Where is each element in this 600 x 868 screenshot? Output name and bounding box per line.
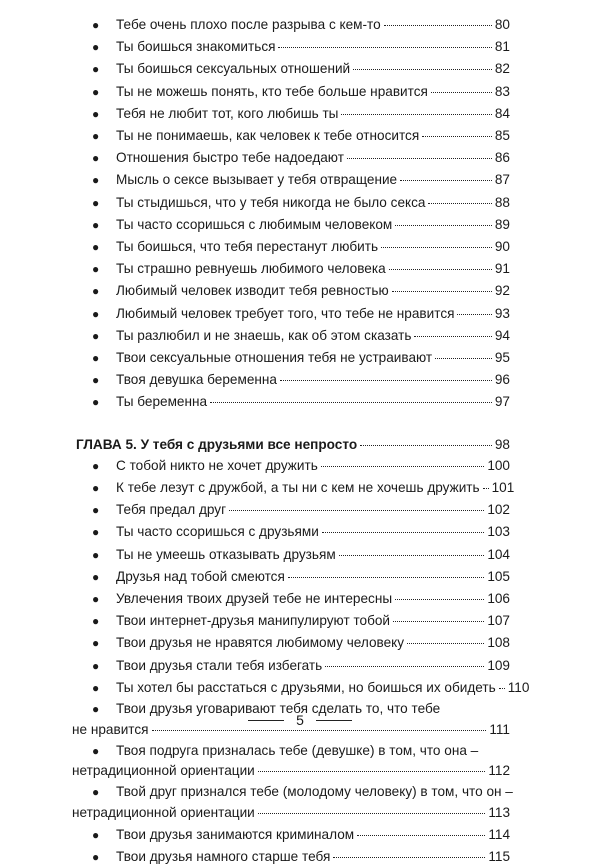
toc-entry-title: Твои друзья занимаются криминалом	[116, 826, 355, 842]
bullet-icon: ●	[92, 569, 100, 584]
toc-entry[interactable]	[72, 14, 510, 36]
toc-section-relationships	[72, 14, 510, 414]
toc-entry[interactable]	[72, 303, 510, 325]
chapter-title: ГЛАВА 5. У тебя с друзьями все непросто	[76, 436, 358, 452]
bullet-icon: ●	[92, 481, 100, 496]
dot-leader	[229, 510, 484, 511]
toc-entry-title: К тебе лезут с дружбой, а ты ни с кем не хочешь дружить	[116, 480, 480, 496]
toc-entry-page: 97	[494, 394, 510, 410]
dot-leader	[152, 730, 487, 731]
bullet-icon: ●	[92, 84, 100, 99]
toc-entry-title: Увлечения твоих друзей тебе не интересны	[116, 591, 393, 607]
bullet-icon: ●	[92, 525, 100, 540]
page-footer	[0, 712, 600, 728]
toc-entry-page: 106	[487, 591, 510, 607]
toc-entry-title: Ты часто ссоришься с друзьями	[116, 524, 319, 540]
dot-leader	[341, 114, 491, 115]
toc-entry-title: Любимый человек требует того, что тебе не нравится	[116, 305, 455, 321]
toc-entry[interactable]	[72, 566, 510, 588]
bullet-icon: ●	[92, 458, 100, 473]
toc-section-friends-end	[72, 824, 510, 868]
toc-entry-page: 84	[494, 105, 510, 121]
dot-leader	[392, 291, 492, 292]
dot-leader	[483, 488, 489, 489]
bullet-icon: ●	[92, 395, 100, 410]
dot-leader	[360, 445, 492, 446]
toc-entry-title: Ты боишься, что тебя перестанут любить	[116, 239, 379, 255]
toc-entry-page: 80	[494, 17, 510, 32]
dot-leader	[431, 92, 492, 93]
dot-leader	[381, 247, 492, 248]
toc-entry-title: Твои друзья не нравятся любимому человеку	[116, 635, 405, 651]
toc-entry-title: Ты хотел бы расстаться с друзьями, но боишься их обидеть	[116, 679, 496, 695]
toc-entry[interactable]	[72, 846, 510, 868]
toc-entry-page: 83	[494, 83, 510, 99]
toc-entry-title: С тобой никто не хочет дружить	[116, 457, 318, 473]
toc-entry-page: 89	[494, 216, 510, 232]
dot-leader	[407, 643, 484, 644]
dot-leader	[435, 358, 492, 359]
bullet-icon: ●	[92, 373, 100, 388]
toc-entry-page: 115	[488, 849, 510, 865]
toc-entry-title: Тебя предал друг	[116, 502, 227, 518]
toc-entry[interactable]	[72, 521, 510, 543]
toc-section-friends	[72, 455, 530, 699]
dot-leader	[325, 666, 484, 667]
toc-entry-title: Мысль о сексе вызывает у тебя отвращение	[116, 172, 398, 188]
toc-entry-page: 109	[487, 657, 510, 673]
toc-entry-title: Твои друзья намного старше тебя	[116, 849, 331, 865]
chapter-page-number: 98	[494, 436, 510, 452]
toc-entry[interactable]	[72, 455, 510, 477]
bullet-icon: ●	[92, 240, 100, 255]
bullet-icon: ●	[92, 743, 100, 758]
bullet-icon: ●	[92, 262, 100, 277]
dot-leader	[258, 771, 486, 772]
bullet-icon: ●	[92, 129, 100, 144]
toc-entry[interactable]	[72, 677, 530, 699]
bullet-icon: ●	[92, 850, 100, 865]
toc-entry[interactable]	[72, 655, 510, 677]
toc-entry[interactable]	[72, 36, 510, 58]
dot-leader	[322, 532, 485, 533]
bullet-icon: ●	[92, 702, 100, 717]
toc-entry-page: 112	[488, 763, 510, 779]
toc-entry-page: 90	[494, 239, 510, 255]
dot-leader	[393, 621, 484, 622]
toc-entry-title: Твои сексуальные отношения тебя не устраивают	[116, 350, 433, 366]
bullet-icon: ●	[92, 306, 100, 321]
bullet-icon: ●	[92, 195, 100, 210]
bullet-icon: ●	[92, 351, 100, 366]
toc-entry-page: 82	[494, 61, 510, 77]
dot-leader	[384, 25, 492, 26]
toc-entry-title: Ты не умеешь отказывать друзьям	[116, 546, 336, 562]
toc-entry-title: Ты разлюбил и не знаешь, как об этом сказать	[116, 327, 412, 343]
toc-entry-title: Ты не можешь понять, кто тебе больше нравится	[116, 83, 428, 99]
dot-leader	[288, 577, 484, 578]
toc-entry-title-line1: Твои друзья уговаривают тебя сделать то, что тебе	[116, 701, 441, 717]
bullet-icon: ●	[92, 328, 100, 343]
toc-entry-page: 95	[494, 350, 510, 366]
toc-entry-page: 101	[491, 480, 515, 496]
toc-entry[interactable]	[72, 58, 510, 80]
bullet-icon: ●	[92, 547, 100, 562]
toc-entry-page: 108	[487, 635, 510, 651]
toc-entry[interactable]	[72, 169, 510, 191]
dot-leader	[422, 136, 492, 137]
bullet-icon: ●	[92, 503, 100, 518]
toc-entry-page: 94	[494, 327, 510, 343]
dot-leader	[457, 314, 491, 315]
toc-entry-page: 88	[494, 194, 510, 210]
bullet-icon: ●	[92, 592, 100, 607]
dot-leader	[389, 269, 492, 270]
footer-dash-left	[248, 720, 284, 721]
toc-entry-title: Ты беременна	[116, 394, 208, 410]
toc-entry-title: Твоя девушка беременна	[116, 372, 277, 388]
toc-entry[interactable]	[72, 192, 510, 214]
toc-entry[interactable]	[72, 588, 510, 610]
toc-entry-page: 85	[494, 128, 510, 144]
bullet-icon: ●	[92, 680, 100, 695]
bullet-icon: ●	[92, 785, 100, 800]
toc-entry[interactable]	[72, 369, 510, 391]
dot-leader	[339, 555, 485, 556]
table-of-contents	[72, 14, 530, 868]
dot-leader	[395, 225, 492, 226]
toc-entry-title-line2: не нравится	[72, 721, 149, 737]
toc-entry-title: Ты стыдишься, что у тебя никогда не было секса	[116, 194, 426, 210]
toc-entry[interactable]	[72, 391, 510, 413]
toc-entry-title: Отношения быстро тебе надоедают	[116, 150, 344, 166]
bullet-icon: ●	[92, 18, 100, 32]
toc-entry[interactable]	[72, 347, 510, 369]
bullet-icon: ●	[92, 614, 100, 629]
toc-entry-title-line2: нетрадиционной ориентации	[72, 763, 255, 779]
toc-entry-multiline[interactable]	[72, 782, 513, 824]
toc-entry[interactable]	[72, 499, 510, 521]
toc-entry-title: Тебе очень плохо после разрыва с кем-то	[116, 17, 381, 32]
toc-entry-title: Ты боишься сексуальных отношений	[116, 61, 351, 77]
dot-leader	[395, 599, 484, 600]
toc-entry[interactable]	[72, 280, 510, 302]
toc-entry-title-line2: нетрадиционной ориентации	[72, 805, 255, 821]
toc-entry-page: 92	[494, 283, 510, 299]
toc-entry-title: Ты боишься знакомиться	[116, 39, 276, 55]
toc-entry[interactable]	[72, 103, 510, 125]
bullet-icon: ●	[92, 62, 100, 77]
toc-entry-page: 100	[487, 457, 510, 473]
toc-entry-page: 81	[494, 39, 510, 55]
toc-entry[interactable]	[72, 258, 510, 280]
toc-entry[interactable]	[72, 632, 510, 654]
toc-entry[interactable]	[72, 477, 515, 499]
toc-entry-page: 107	[487, 613, 510, 629]
bullet-icon: ●	[92, 658, 100, 673]
toc-entry-page: 114	[488, 826, 510, 842]
toc-entry-page: 86	[494, 150, 510, 166]
page-number: 5	[296, 712, 304, 728]
toc-entry-page: 113	[488, 805, 510, 821]
toc-entry[interactable]	[72, 147, 510, 169]
bullet-icon: ●	[92, 151, 100, 166]
toc-entry[interactable]	[72, 325, 510, 347]
toc-entry[interactable]	[72, 610, 510, 632]
toc-entry-page: 96	[494, 372, 510, 388]
bullet-icon: ●	[92, 173, 100, 188]
toc-entry-title: Ты часто ссоришься с любимым человеком	[116, 216, 393, 232]
bullet-icon: ●	[92, 217, 100, 232]
dot-leader	[278, 47, 491, 48]
toc-entry-page: 105	[487, 568, 510, 584]
toc-entry-title: Твои интернет-друзья манипулируют тобой	[116, 613, 391, 629]
toc-entry-title: Ты не понимаешь, как человек к тебе относится	[116, 128, 420, 144]
toc-entry-title: Твои друзья стали тебя избегать	[116, 657, 323, 673]
dot-leader	[357, 835, 485, 836]
dot-leader	[353, 69, 492, 70]
toc-entry-multiline[interactable]	[72, 741, 510, 783]
toc-entry-title: Любимый человек изводит тебя ревностью	[116, 283, 389, 299]
toc-entry-page: 110	[507, 679, 530, 695]
dot-leader	[347, 158, 492, 159]
dot-leader	[428, 203, 491, 204]
toc-entry-title: Друзья над тобой смеются	[116, 568, 285, 584]
toc-entry-title-line1: Твоя подруга призналась тебе (девушке) в том, что она –	[116, 742, 479, 758]
chapter-heading[interactable]	[72, 434, 510, 455]
toc-entry-page: 93	[494, 305, 510, 321]
toc-entry[interactable]	[72, 214, 510, 236]
dot-leader	[210, 402, 492, 403]
dot-leader	[333, 857, 485, 858]
toc-entry[interactable]	[72, 81, 510, 103]
bullet-icon: ●	[92, 106, 100, 121]
dot-leader	[400, 180, 492, 181]
dot-leader	[321, 466, 485, 467]
toc-entry-title: Тебя не любит тот, кого любишь ты	[116, 105, 339, 121]
footer-dash-right	[316, 720, 352, 721]
bullet-icon: ●	[92, 284, 100, 299]
toc-entry-title-line1: Твой друг признался тебе (молодому человеку) в том, что он –	[116, 784, 513, 800]
dot-leader	[414, 336, 491, 337]
toc-entry-page: 87	[494, 172, 510, 188]
bullet-icon: ●	[92, 40, 100, 55]
dot-leader	[280, 380, 492, 381]
toc-entry[interactable]	[72, 544, 510, 566]
toc-entry-page: 91	[494, 261, 510, 277]
toc-entry-page: 103	[487, 524, 510, 540]
toc-entry-page: 111	[489, 721, 510, 737]
dot-leader	[499, 688, 505, 689]
toc-entry[interactable]	[72, 236, 510, 258]
dot-leader	[258, 813, 486, 814]
toc-entry-title: Ты страшно ревнуешь любимого человека	[116, 261, 386, 277]
toc-entry[interactable]	[72, 125, 510, 147]
toc-entry-page: 102	[487, 502, 510, 518]
toc-entry[interactable]	[72, 824, 510, 846]
bullet-icon: ●	[92, 636, 100, 651]
toc-entry-page: 104	[487, 546, 510, 562]
bullet-icon: ●	[92, 827, 100, 842]
